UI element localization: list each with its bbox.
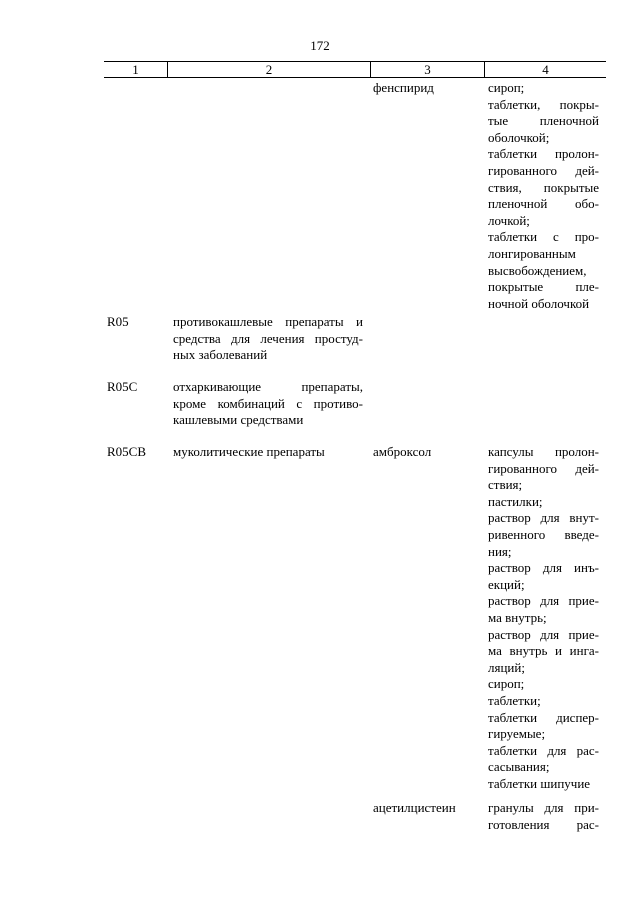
group-r05: [173, 314, 363, 364]
form-line: таблетки;: [488, 692, 541, 708]
group-r05c: [173, 379, 363, 429]
form-line: ночной оболочкой: [488, 295, 590, 311]
group-line: противокашлевые препараты и: [173, 314, 363, 329]
form-line: ма внутрь и инга-: [488, 643, 599, 659]
form-line: ривенного введе-: [488, 526, 599, 542]
atc-code: R05C: [107, 379, 138, 394]
form-line: сироп;: [488, 676, 525, 692]
form-line: таблетки диспер-: [488, 709, 599, 725]
atc-code-r05: [107, 314, 167, 331]
dosage-forms-ambroxol: [488, 444, 599, 792]
group-line: ных заболеваний: [173, 347, 268, 363]
group-line: кроме комбинаций с противо-: [173, 395, 363, 411]
form-line: раствор для внут-: [488, 510, 599, 526]
column-header-4: 4: [484, 62, 606, 77]
form-line: таблетки, покры-: [488, 96, 599, 112]
dosage-forms-fenspiride: [488, 80, 599, 312]
form-line: лочкой;: [488, 212, 530, 228]
form-line: ляций;: [488, 659, 525, 675]
group-line: кашлевыми средствами: [173, 412, 304, 428]
inn-acetylcysteine: [373, 800, 479, 817]
form-line: таблетки для рас-: [488, 742, 599, 758]
atc-code-r05c: [107, 379, 167, 396]
form-line: ствия, покрытые: [488, 179, 599, 195]
form-line: ма внутрь;: [488, 609, 547, 625]
form-line: готовления рас-: [488, 816, 599, 832]
form-line: гированного дей-: [488, 162, 599, 178]
form-line: екций;: [488, 576, 525, 592]
form-line: тые пленочной: [488, 113, 599, 129]
form-line: гированного дей-: [488, 460, 599, 476]
form-line: таблетки пролон-: [488, 146, 599, 162]
atc-code: R05CB: [107, 444, 147, 459]
inn-name: ацетилцистеин: [373, 800, 456, 815]
inn-fenspiride: [373, 80, 479, 97]
form-line: раствор для прие-: [488, 593, 599, 609]
atc-code-r05cb: [107, 444, 167, 461]
group-line: муколитические препараты: [173, 444, 325, 459]
page-number: 172: [310, 38, 330, 53]
column-header-1: 1: [132, 62, 139, 77]
dosage-forms-acetylcysteine: [488, 800, 599, 833]
form-line: гируемые;: [488, 726, 546, 742]
group-r05cb: [173, 444, 363, 461]
inn-name: фенспирид: [373, 80, 434, 95]
inn-name: амброксол: [373, 444, 432, 459]
atc-code: R05: [107, 314, 129, 329]
column-header-3: 3: [370, 62, 484, 77]
form-line: таблетки шипучие: [488, 775, 591, 791]
form-line: покрытые пле-: [488, 279, 599, 295]
form-line: капсулы пролон-: [488, 444, 599, 459]
form-line: ния;: [488, 543, 512, 559]
form-line: оболочкой;: [488, 129, 550, 145]
inn-ambroxol: [373, 444, 479, 461]
form-line: гранулы для при-: [488, 800, 599, 815]
form-line: раствор для инъ-: [488, 560, 599, 576]
form-line: таблетки с про-: [488, 229, 599, 245]
form-line: ствия;: [488, 477, 523, 493]
form-line: высвобождением,: [488, 262, 587, 278]
form-line: сироп;: [488, 80, 525, 95]
form-line: раствор для прие-: [488, 626, 599, 642]
form-line: пастилки;: [488, 493, 543, 509]
form-line: лонгированным: [488, 245, 576, 261]
form-line: пленочной обо-: [488, 196, 599, 212]
column-header-row: [104, 61, 606, 78]
group-line: средства для лечения простуд-: [173, 330, 363, 346]
column-header-2: 2: [167, 62, 370, 77]
group-line: отхаркивающие препараты,: [173, 379, 363, 394]
form-line: сасывания;: [488, 759, 550, 775]
